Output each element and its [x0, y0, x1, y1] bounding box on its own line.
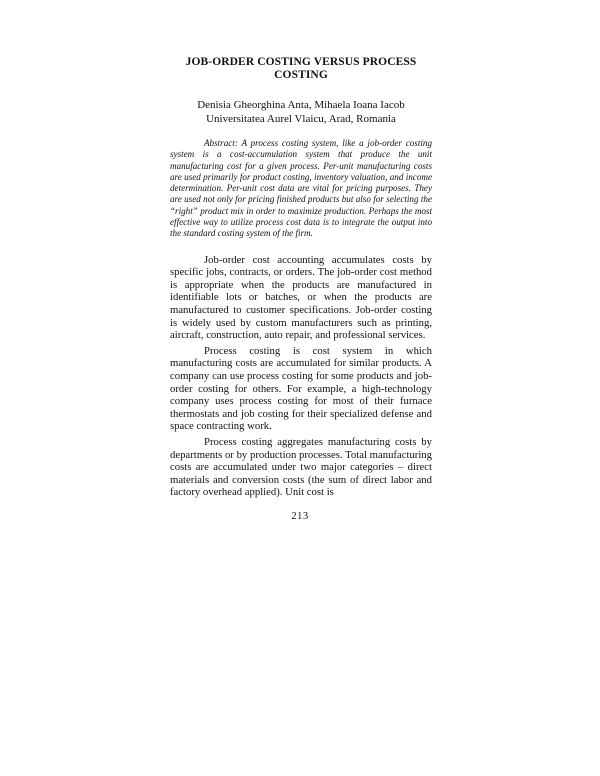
title-line-2: COSTING	[274, 69, 328, 81]
title-line-1: JOB-ORDER COSTING VERSUS PROCESS	[185, 56, 417, 68]
paper-title	[170, 56, 432, 82]
abstract: Abstract: A process costing system, like a job-order costing system is a cost-accumulation system that produce the unit manufacturing cost for a given process. Per-unit manufacturing costs are used primarily for product costing, inventory valuation, and income determination. Per-unit cost data are vital for pricing purposes. They are used not only for pricing finished products but also for selecting the “right” product mix in order to maximize production. Perhaps the most effective way to utilize process cost data is to integrate the output into the standard costing system of the firm.	[170, 138, 432, 239]
page-number: 213	[291, 511, 309, 522]
paragraph-process-costing: Process costing is cost system in which manufacturing costs are accumulated for similar products. A company can use process costing for some products and job-order costing for others. For example, a high-technology company uses process costing for most of their furnace thermostats and job costing for their specialized defense and space contracting work.	[170, 344, 432, 433]
affiliation: Universitatea Aurel Vlaicu, Arad, Romania	[206, 112, 396, 125]
paper-page	[170, 56, 432, 502]
paragraph-job-order: Job-order cost accounting accumulates costs by specific jobs, contracts, or orders. The job-order cost method is appropriate when the products are manufactured in identifiable lots or batches, or when the products are manufactured to customer specifications. Job-order costing is widely used by custom manufacturers such as printing, aircraft, construction, auto repair, and professional services.	[170, 253, 432, 342]
paragraph-aggregation: Process costing aggregates manufacturing costs by departments or by production processes. Total manufacturing costs are accumulated under two major categories – direct materials and conversion costs (the sum of direct labor and factory overhead applied). Unit cost is	[170, 435, 432, 499]
authors: Denisia Gheorghina Anta, Mihaela Ioana Iacob	[197, 99, 405, 111]
body-text	[170, 254, 432, 499]
